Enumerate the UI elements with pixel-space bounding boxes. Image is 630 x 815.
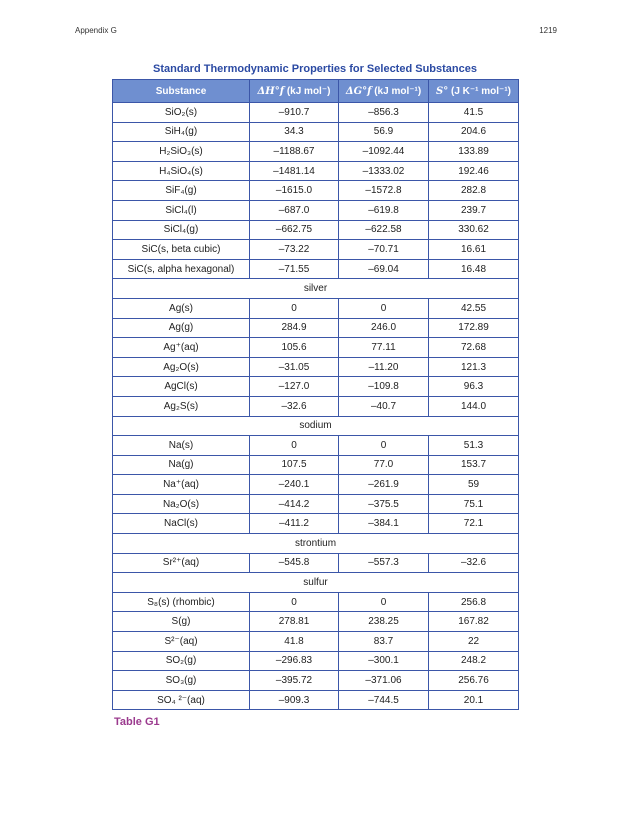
entropy-unit: (J K⁻¹ mol⁻¹) <box>451 85 511 97</box>
entropy-cell: 75.1 <box>429 494 519 514</box>
enthalpy-cell: –1481.14 <box>250 161 339 181</box>
enthalpy-cell: 0 <box>250 298 339 318</box>
header-gibbs <box>339 80 429 103</box>
substance-cell: Na₂O(s) <box>113 494 250 514</box>
enthalpy-cell: 105.6 <box>250 338 339 358</box>
entropy-cell: 282.8 <box>429 181 519 201</box>
table-row <box>113 455 519 475</box>
enthalpy-cell: 284.9 <box>250 318 339 338</box>
gibbs-cell: 0 <box>339 436 429 456</box>
table-row <box>113 259 519 279</box>
entropy-cell: 16.48 <box>429 259 519 279</box>
gibbs-cell: –371.06 <box>339 671 429 691</box>
enthalpy-cell: –296.83 <box>250 651 339 671</box>
substance-cell: Na(g) <box>113 455 250 475</box>
table-row <box>113 142 519 162</box>
entropy-cell: 72.68 <box>429 338 519 358</box>
table-title: Standard Thermodynamic Properties for Selected Substances <box>153 63 477 75</box>
enthalpy-cell: –240.1 <box>250 475 339 495</box>
gibbs-cell: –622.58 <box>339 220 429 240</box>
gibbs-cell: –1333.02 <box>339 161 429 181</box>
enthalpy-cell: –395.72 <box>250 671 339 691</box>
substance-cell: H₄SiO₄(s) <box>113 161 250 181</box>
substance-cell: SiF₄(g) <box>113 181 250 201</box>
section-row <box>113 416 519 436</box>
substance-cell: SiH₄(g) <box>113 122 250 142</box>
gibbs-cell: –1092.44 <box>339 142 429 162</box>
enthalpy-cell: –31.05 <box>250 357 339 377</box>
gibbs-unit: (kJ mol⁻¹) <box>374 85 422 97</box>
substance-cell: SO₄ ²⁻(aq) <box>113 690 250 710</box>
table-row <box>113 651 519 671</box>
substance-cell: Na(s) <box>113 436 250 456</box>
entropy-cell: 72.1 <box>429 514 519 534</box>
enthalpy-unit: (kJ mol⁻) <box>286 85 331 97</box>
section-label: strontium <box>113 534 519 554</box>
entropy-cell: 51.3 <box>429 436 519 456</box>
substance-cell: H₂SiO₃(s) <box>113 142 250 162</box>
gibbs-cell: –261.9 <box>339 475 429 495</box>
enthalpy-cell: 0 <box>250 592 339 612</box>
enthalpy-cell: –1615.0 <box>250 181 339 201</box>
table-row <box>113 220 519 240</box>
substance-cell: Ag₂S(s) <box>113 396 250 416</box>
enthalpy-cell: –32.6 <box>250 396 339 416</box>
enthalpy-cell: 0 <box>250 436 339 456</box>
table-row <box>113 122 519 142</box>
entropy-cell: 256.8 <box>429 592 519 612</box>
enthalpy-cell: 41.8 <box>250 632 339 652</box>
enthalpy-cell: –411.2 <box>250 514 339 534</box>
substance-cell: Sr²⁺(aq) <box>113 553 250 573</box>
gibbs-cell: 77.0 <box>339 455 429 475</box>
entropy-cell: 20.1 <box>429 690 519 710</box>
table-row <box>113 514 519 534</box>
table-row <box>113 377 519 397</box>
section-label: silver <box>113 279 519 299</box>
gibbs-cell: –1572.8 <box>339 181 429 201</box>
table-row <box>113 671 519 691</box>
table-row <box>113 494 519 514</box>
substance-cell: Ag₂O(s) <box>113 357 250 377</box>
table-row <box>113 103 519 123</box>
table-row <box>113 553 519 573</box>
gibbs-cell: –856.3 <box>339 103 429 123</box>
header-entropy <box>429 80 519 103</box>
substance-cell: Na⁺(aq) <box>113 475 250 495</box>
gibbs-cell: –11.20 <box>339 357 429 377</box>
entropy-cell: 172.89 <box>429 318 519 338</box>
entropy-cell: 16.61 <box>429 240 519 260</box>
table-row <box>113 475 519 495</box>
enthalpy-cell: –414.2 <box>250 494 339 514</box>
section-label: sulfur <box>113 573 519 593</box>
table-body <box>113 103 519 710</box>
gibbs-cell: –300.1 <box>339 651 429 671</box>
entropy-cell: 133.89 <box>429 142 519 162</box>
substance-cell: SiC(s, alpha hexagonal) <box>113 259 250 279</box>
entropy-cell: 42.55 <box>429 298 519 318</box>
enthalpy-cell: –909.3 <box>250 690 339 710</box>
enthalpy-cell: –1188.67 <box>250 142 339 162</box>
thermodynamic-table <box>112 79 519 710</box>
substance-cell: S²⁻(aq) <box>113 632 250 652</box>
substance-cell: AgCl(s) <box>113 377 250 397</box>
table-row <box>113 161 519 181</box>
enthalpy-cell: –662.75 <box>250 220 339 240</box>
entropy-cell: 167.82 <box>429 612 519 632</box>
gibbs-cell: 238.25 <box>339 612 429 632</box>
entropy-cell: 96.3 <box>429 377 519 397</box>
table-row <box>113 318 519 338</box>
substance-cell: S(g) <box>113 612 250 632</box>
gibbs-cell: 0 <box>339 298 429 318</box>
gibbs-cell: –375.5 <box>339 494 429 514</box>
entropy-cell: 330.62 <box>429 220 519 240</box>
entropy-cell: 121.3 <box>429 357 519 377</box>
entropy-cell: 41.5 <box>429 103 519 123</box>
gibbs-cell: 246.0 <box>339 318 429 338</box>
gibbs-symbol: ΔG°f <box>345 85 372 97</box>
gibbs-cell: 56.9 <box>339 122 429 142</box>
section-row <box>113 573 519 593</box>
entropy-cell: 192.46 <box>429 161 519 181</box>
gibbs-cell: –619.8 <box>339 200 429 220</box>
table-row <box>113 436 519 456</box>
entropy-cell: 22 <box>429 632 519 652</box>
gibbs-cell: –557.3 <box>339 553 429 573</box>
section-row <box>113 279 519 299</box>
entropy-cell: 59 <box>429 475 519 495</box>
page-number: 1219 <box>539 26 557 35</box>
table-row <box>113 612 519 632</box>
substance-cell: Ag(g) <box>113 318 250 338</box>
substance-cell: SiC(s, beta cubic) <box>113 240 250 260</box>
gibbs-cell: –69.04 <box>339 259 429 279</box>
enthalpy-cell: –73.22 <box>250 240 339 260</box>
substance-cell: S₈(s) (rhombic) <box>113 592 250 612</box>
entropy-cell: 239.7 <box>429 200 519 220</box>
entropy-cell: 204.6 <box>429 122 519 142</box>
substance-cell: SiCl₄(g) <box>113 220 250 240</box>
running-head-chapter: Appendix G <box>75 26 117 35</box>
entropy-cell: 153.7 <box>429 455 519 475</box>
entropy-cell: 256.76 <box>429 671 519 691</box>
section-row <box>113 534 519 554</box>
gibbs-cell: –40.7 <box>339 396 429 416</box>
enthalpy-cell: 278.81 <box>250 612 339 632</box>
gibbs-cell: 77.11 <box>339 338 429 358</box>
table-row <box>113 338 519 358</box>
entropy-symbol: S° <box>435 85 449 97</box>
table-row <box>113 632 519 652</box>
substance-cell: SO₃(g) <box>113 671 250 691</box>
gibbs-cell: –384.1 <box>339 514 429 534</box>
substance-cell: NaCl(s) <box>113 514 250 534</box>
table-row <box>113 357 519 377</box>
table-header-row <box>113 80 519 103</box>
gibbs-cell: –70.71 <box>339 240 429 260</box>
enthalpy-cell: –545.8 <box>250 553 339 573</box>
enthalpy-symbol: ΔH°f <box>257 85 285 97</box>
substance-cell: SO₂(g) <box>113 651 250 671</box>
table-row <box>113 396 519 416</box>
table-row <box>113 200 519 220</box>
enthalpy-cell: 107.5 <box>250 455 339 475</box>
table-label: Table G1 <box>114 716 160 728</box>
enthalpy-cell: 34.3 <box>250 122 339 142</box>
substance-cell: Ag(s) <box>113 298 250 318</box>
enthalpy-cell: –127.0 <box>250 377 339 397</box>
table-row <box>113 298 519 318</box>
entropy-cell: 144.0 <box>429 396 519 416</box>
gibbs-cell: –744.5 <box>339 690 429 710</box>
gibbs-cell: 0 <box>339 592 429 612</box>
substance-cell: Ag⁺(aq) <box>113 338 250 358</box>
gibbs-cell: 83.7 <box>339 632 429 652</box>
enthalpy-cell: –71.55 <box>250 259 339 279</box>
table-row <box>113 592 519 612</box>
gibbs-cell: –109.8 <box>339 377 429 397</box>
enthalpy-cell: –910.7 <box>250 103 339 123</box>
enthalpy-cell: –687.0 <box>250 200 339 220</box>
header-enthalpy <box>250 80 339 103</box>
header-substance: Substance <box>113 80 250 103</box>
section-label: sodium <box>113 416 519 436</box>
table-row <box>113 181 519 201</box>
table-row <box>113 240 519 260</box>
substance-cell: SiO₂(s) <box>113 103 250 123</box>
substance-cell: SiCl₄(l) <box>113 200 250 220</box>
entropy-cell: 248.2 <box>429 651 519 671</box>
entropy-cell: –32.6 <box>429 553 519 573</box>
table-row <box>113 690 519 710</box>
